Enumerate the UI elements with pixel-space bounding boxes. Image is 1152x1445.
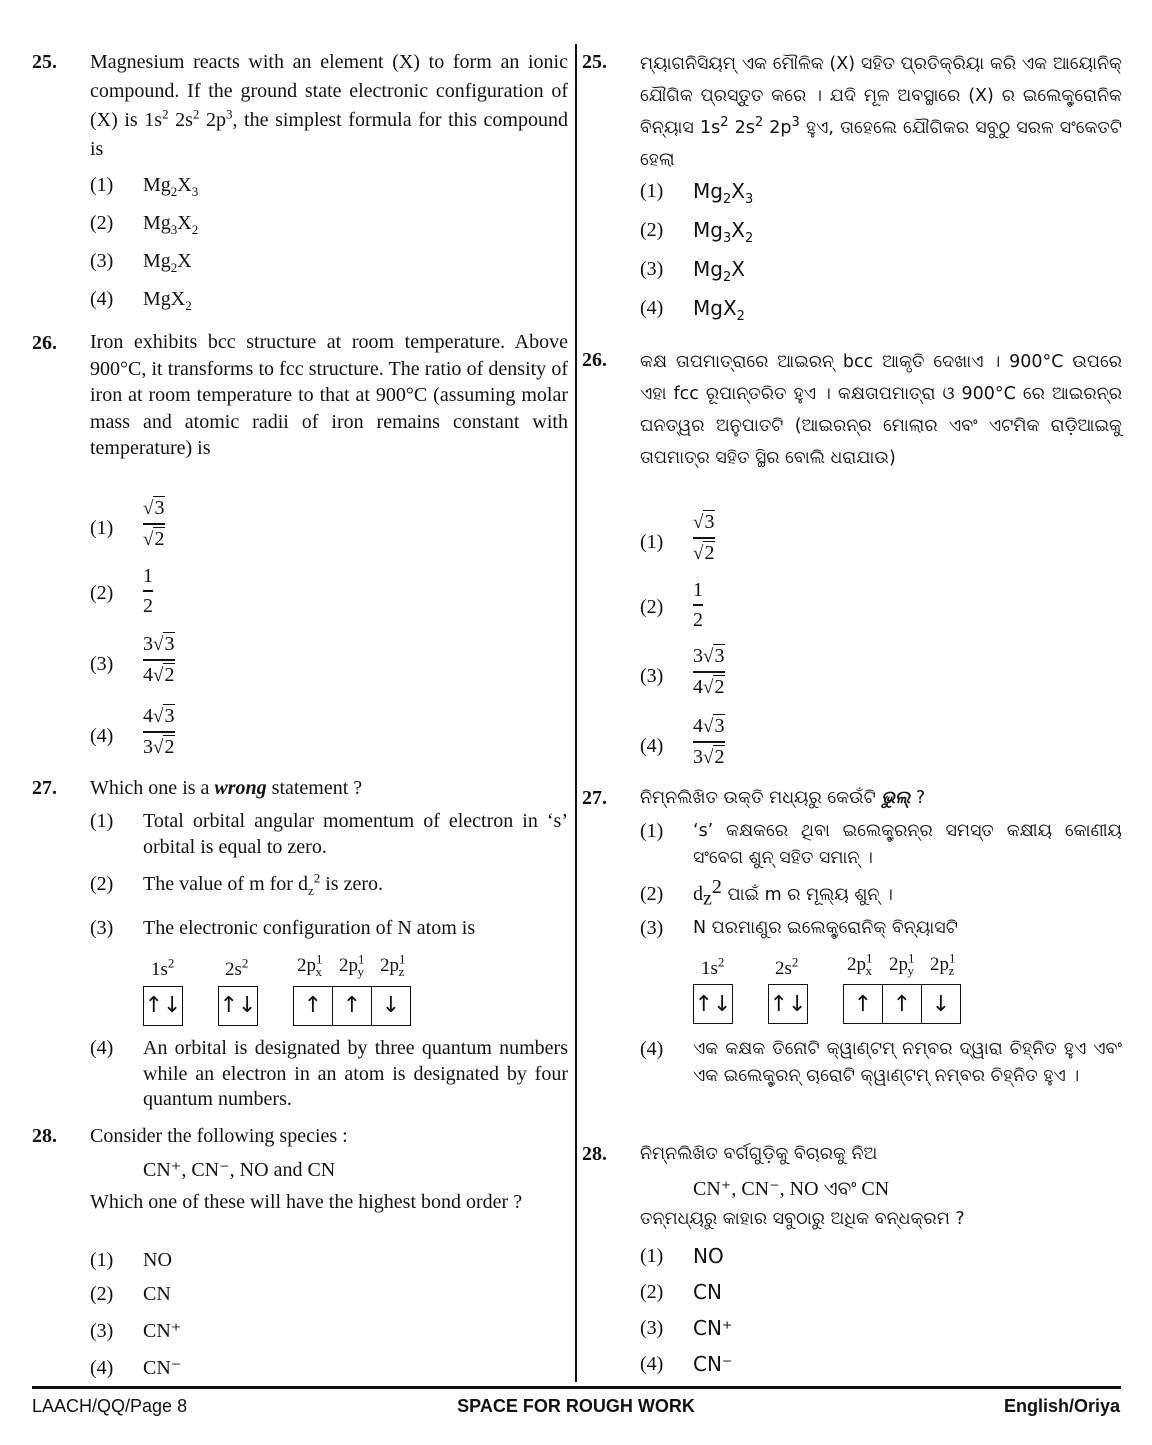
option-2[interactable]: (2) $\frac{1}{2}$ (90, 565, 153, 617)
option-4[interactable]: (4) $\frac{4√3}{3√2}$ (640, 715, 725, 768)
option-3[interactable]: (3) CN⁺ (90, 1320, 182, 1342)
column-divider (575, 44, 577, 1382)
language-label: English/Oriya (1003, 1396, 1120, 1416)
option-1[interactable]: (1) ‘s’ କକ୍ଷକରେ ଥିବା ଇଲେକ୍ଟ୍ରନ୍‌ର ସମସ୍ତ କକ୍ଷୀୟ କୋଣୀୟ ସଂବେଗ ଶୁନ୍ ସହିତ ସମାନ୍ । (640, 820, 1122, 868)
fraction: $\frac{1}{2}$ (143, 565, 153, 617)
option-3[interactable]: (3) $Mg_2X$ (640, 257, 745, 285)
option-1[interactable]: (1) $\frac{√3}{√2}$ (640, 511, 715, 564)
option-list (32, 1036, 568, 1113)
option-4[interactable]: (4) $\frac{4√3}{3√2}$ (90, 705, 175, 758)
fraction: $\frac{3√3}{4√2}$ (693, 645, 725, 698)
question-26 (32, 329, 568, 462)
option-4[interactable]: (4) An orbital is designated by three quantum numbers while an electron in an atom is designated by four quantum numbers. (90, 1037, 568, 1110)
option-4[interactable]: (4) CN⁻ (640, 1352, 733, 1376)
question-27 (32, 774, 568, 802)
option-3[interactable]: (3) $Mg_2X$ (90, 250, 192, 275)
page-code: LAACH/QQ/Page 8 (32, 1396, 188, 1416)
question-number: 28. (32, 1125, 57, 1147)
question-number: 26. (32, 332, 57, 354)
fraction: $\frac{√3}{√2}$ (693, 511, 715, 564)
question-text: Which one of these will have the highest bond order ? (90, 1191, 523, 1213)
question-number: 27. (582, 787, 607, 809)
orbital-box-1s: ↑↓ (693, 984, 733, 1024)
option-list (32, 497, 568, 773)
option-2[interactable]: (2) CN (90, 1283, 171, 1305)
question-text: ତନ୍ମଧ୍ୟରୁ କାହାର ସବୁଠାରୁ ଅଧିକ ବନ୍ଧକ୍ରମ ? (640, 1209, 965, 1229)
orbital-box-1s: ↑↓ (143, 986, 183, 1026)
question-text: Consider the following species : (90, 1125, 348, 1147)
question-text: Which one is a wrong statement ? (90, 777, 363, 799)
question-text: Magnesium reacts with an element (X) to form an ionic compound. If the ground state electronic configuration of (X) is $1s^2$ $2s^2$ $2p^3$, the simplest formula for this compound is (90, 51, 568, 160)
question-text: ମ୍ୟାଗନିସିୟମ୍ ଏକ ମୌଳିକ (X) ସହିତ ପ୍ରତିକ୍ରିୟା କରି ଏକ ଆୟୋନିକ୍ ଯୌଗିକ ପ୍ରସ୍ତୁତ କରେ । ଯଦି ମୂଳ ଅବସ୍ଥାରେ (X) ର ଇଲେକ୍ଟ୍ରୋନିକ ବିନ୍ୟାସ $1s^2$ $2s^2$ $2p^3$ ହୁଏ, ତାହେଲେ ଯୌଗିକର ସବୁଠୁ ସରଳ ସଂକେତଟି ହେଲା (640, 54, 1122, 170)
species-list: CN⁺, CN⁻, NO ଏବଂ CN (693, 1178, 890, 1200)
orbital-diagram: $1s^2$ $2s^2$ $2p^1_x$ $2p^1_y$ $2p^1_z$ ↑↓ ↑↓ ↑ ↑ ↓ (32, 956, 568, 1036)
option-2[interactable]: (2) The value of m for $d_z^2$ is zero. (90, 870, 383, 898)
question-26 (582, 346, 1122, 474)
option-list (32, 808, 568, 944)
fraction: $\frac{4√3}{3√2}$ (693, 715, 725, 768)
question-number: 26. (582, 349, 607, 371)
footer-rule (32, 1386, 1121, 1389)
question-25 (32, 48, 568, 164)
option-list (582, 177, 1122, 333)
option-2[interactable]: (2) CN (640, 1280, 722, 1304)
rough-work-label: SPACE FOR ROUGH WORK (457, 1396, 695, 1416)
fraction: $\frac{1}{2}$ (693, 579, 703, 631)
option-4[interactable]: (4) ଏକ କକ୍ଷକ ତିନୋଟି କ୍ୱାଣ୍ଟମ୍ ନମ୍ବର ଦ୍ୱାରା ଚିହ୍ନିତ ହୁଏ ଏବଂ ଏକ ଇଲେକ୍ଟ୍ରନ୍ ଚାରୋଟି କ୍ୱାଣ୍ଟମ୍ ନମ୍ବର ଚିହ୍ନିତ ହୁଏ । (640, 1038, 1122, 1086)
option-list (582, 1242, 1122, 1384)
option-1[interactable]: (1) NO (640, 1244, 724, 1268)
option-2[interactable]: (2) $Mg_3X_2$ (640, 218, 754, 246)
option-list (582, 818, 1122, 944)
orbital-box-2s: ↑↓ (768, 984, 808, 1024)
question-28 (582, 1140, 1122, 1234)
option-2[interactable]: (2) $Mg_3X_2$ (90, 212, 199, 237)
option-list (32, 171, 568, 323)
option-4[interactable]: (4) MgX$_2$ (90, 288, 192, 313)
question-text: କକ୍ଷ ତାପମାତ୍ରାରେ ଆଇରନ୍ bcc ଆକୃତି ଦେଖାଏ । 900°C ଉପରେ ଏହା fcc ରୂପାନ୍ତରିତ ହୁଏ । କକ୍ଷତାପମାତ୍ରା ଓ 900°C ରେ ଆଇରନ୍‌ର ଘନତ୍ୱର ଅନୁପାତଟି (ଆଇରନ୍‌ର ମୋଲାର ଏବଂ ଏଟମିକ ରାଡ଼ିଆଇକୁ ତାପମାତ୍ର ସହିତ ସ୍ଥିର ବୋଲି ଧରାଯାଉ) (640, 352, 1122, 468)
option-1[interactable]: (1) Total orbital angular momentum of electron in ‘s’ orbital is equal to zero. (90, 810, 568, 858)
option-1[interactable]: (1) $Mg_2X_3$ (90, 174, 199, 199)
question-number: 28. (582, 1143, 607, 1165)
option-3[interactable]: (3) The electronic configuration of N atom is (90, 917, 476, 939)
option-2[interactable]: (2) $d_z^2$ ପାଇଁ m ର ମୂଲ୍ୟ ଶୁନ୍ । (640, 876, 893, 910)
fraction: $\frac{√3}{√2}$ (143, 497, 165, 550)
question-text: ନିମ୍ନଲିଖିତ ବର୍ଗଗୁଡ଼ିକୁ ବିଚାରକୁ ନିଅ (640, 1144, 878, 1164)
species-list: CN⁺, CN⁻, NO and CN (143, 1159, 336, 1181)
question-number: 25. (32, 51, 57, 73)
fraction: $\frac{3√3}{4√2}$ (143, 633, 175, 686)
option-1[interactable]: (1) NO (90, 1249, 172, 1271)
question-28 (32, 1122, 568, 1215)
question-number: 25. (582, 51, 607, 73)
option-3[interactable]: (3) N ପରମାଣୁର ଇଲେକ୍ଟ୍ରୋନିକ୍ ବିନ୍ୟାସଟି (640, 917, 958, 939)
orbital-box-2p: ↑ ↑ ↓ (843, 984, 961, 1024)
option-2[interactable]: (2) $\frac{1}{2}$ (640, 579, 703, 631)
question-25 (582, 48, 1122, 176)
option-1[interactable]: (1) $Mg_2X_3$ (640, 179, 754, 207)
question-27 (582, 784, 1122, 813)
option-list (32, 1246, 568, 1388)
fraction: $\frac{4√3}{3√2}$ (143, 705, 175, 758)
question-text: Iron exhibits bcc structure at room temperature. Above 900°C, it transforms to fcc structure. The ratio of density of iron at room temperature to that at 900°C (assuming molar mass and atomic radii of iron remains constant with temperature) is (90, 331, 568, 459)
orbital-box-2s: ↑↓ (218, 986, 258, 1026)
option-3[interactable]: (3) $\frac{3√3}{4√2}$ (640, 645, 725, 698)
option-3[interactable]: (3) CN⁺ (640, 1316, 733, 1340)
option-list (582, 1036, 1122, 1090)
orbital-diagram: $1s^2$ $2s^2$ $2p^1_x$ $2p^1_y$ $2p^1_z$ ↑↓ ↑↓ ↑ ↑ ↓ (582, 954, 1122, 1034)
question-number: 27. (32, 777, 57, 799)
option-1[interactable]: (1) $\frac{√3}{√2}$ (90, 497, 165, 550)
option-4[interactable]: (4) MgX$_2$ (640, 296, 745, 324)
question-text: ନିମ୍ନଲିଖିତ ଉକ୍ତି ମଧ୍ୟରୁ କେଉଁଟି ଭୁଲ୍ ? (640, 788, 926, 808)
option-4[interactable]: (4) CN⁻ (90, 1357, 182, 1379)
option-3[interactable]: (3) $\frac{3√3}{4√2}$ (90, 633, 175, 686)
option-list (582, 511, 1122, 783)
orbital-box-2p: ↑ ↑ ↓ (293, 986, 411, 1026)
